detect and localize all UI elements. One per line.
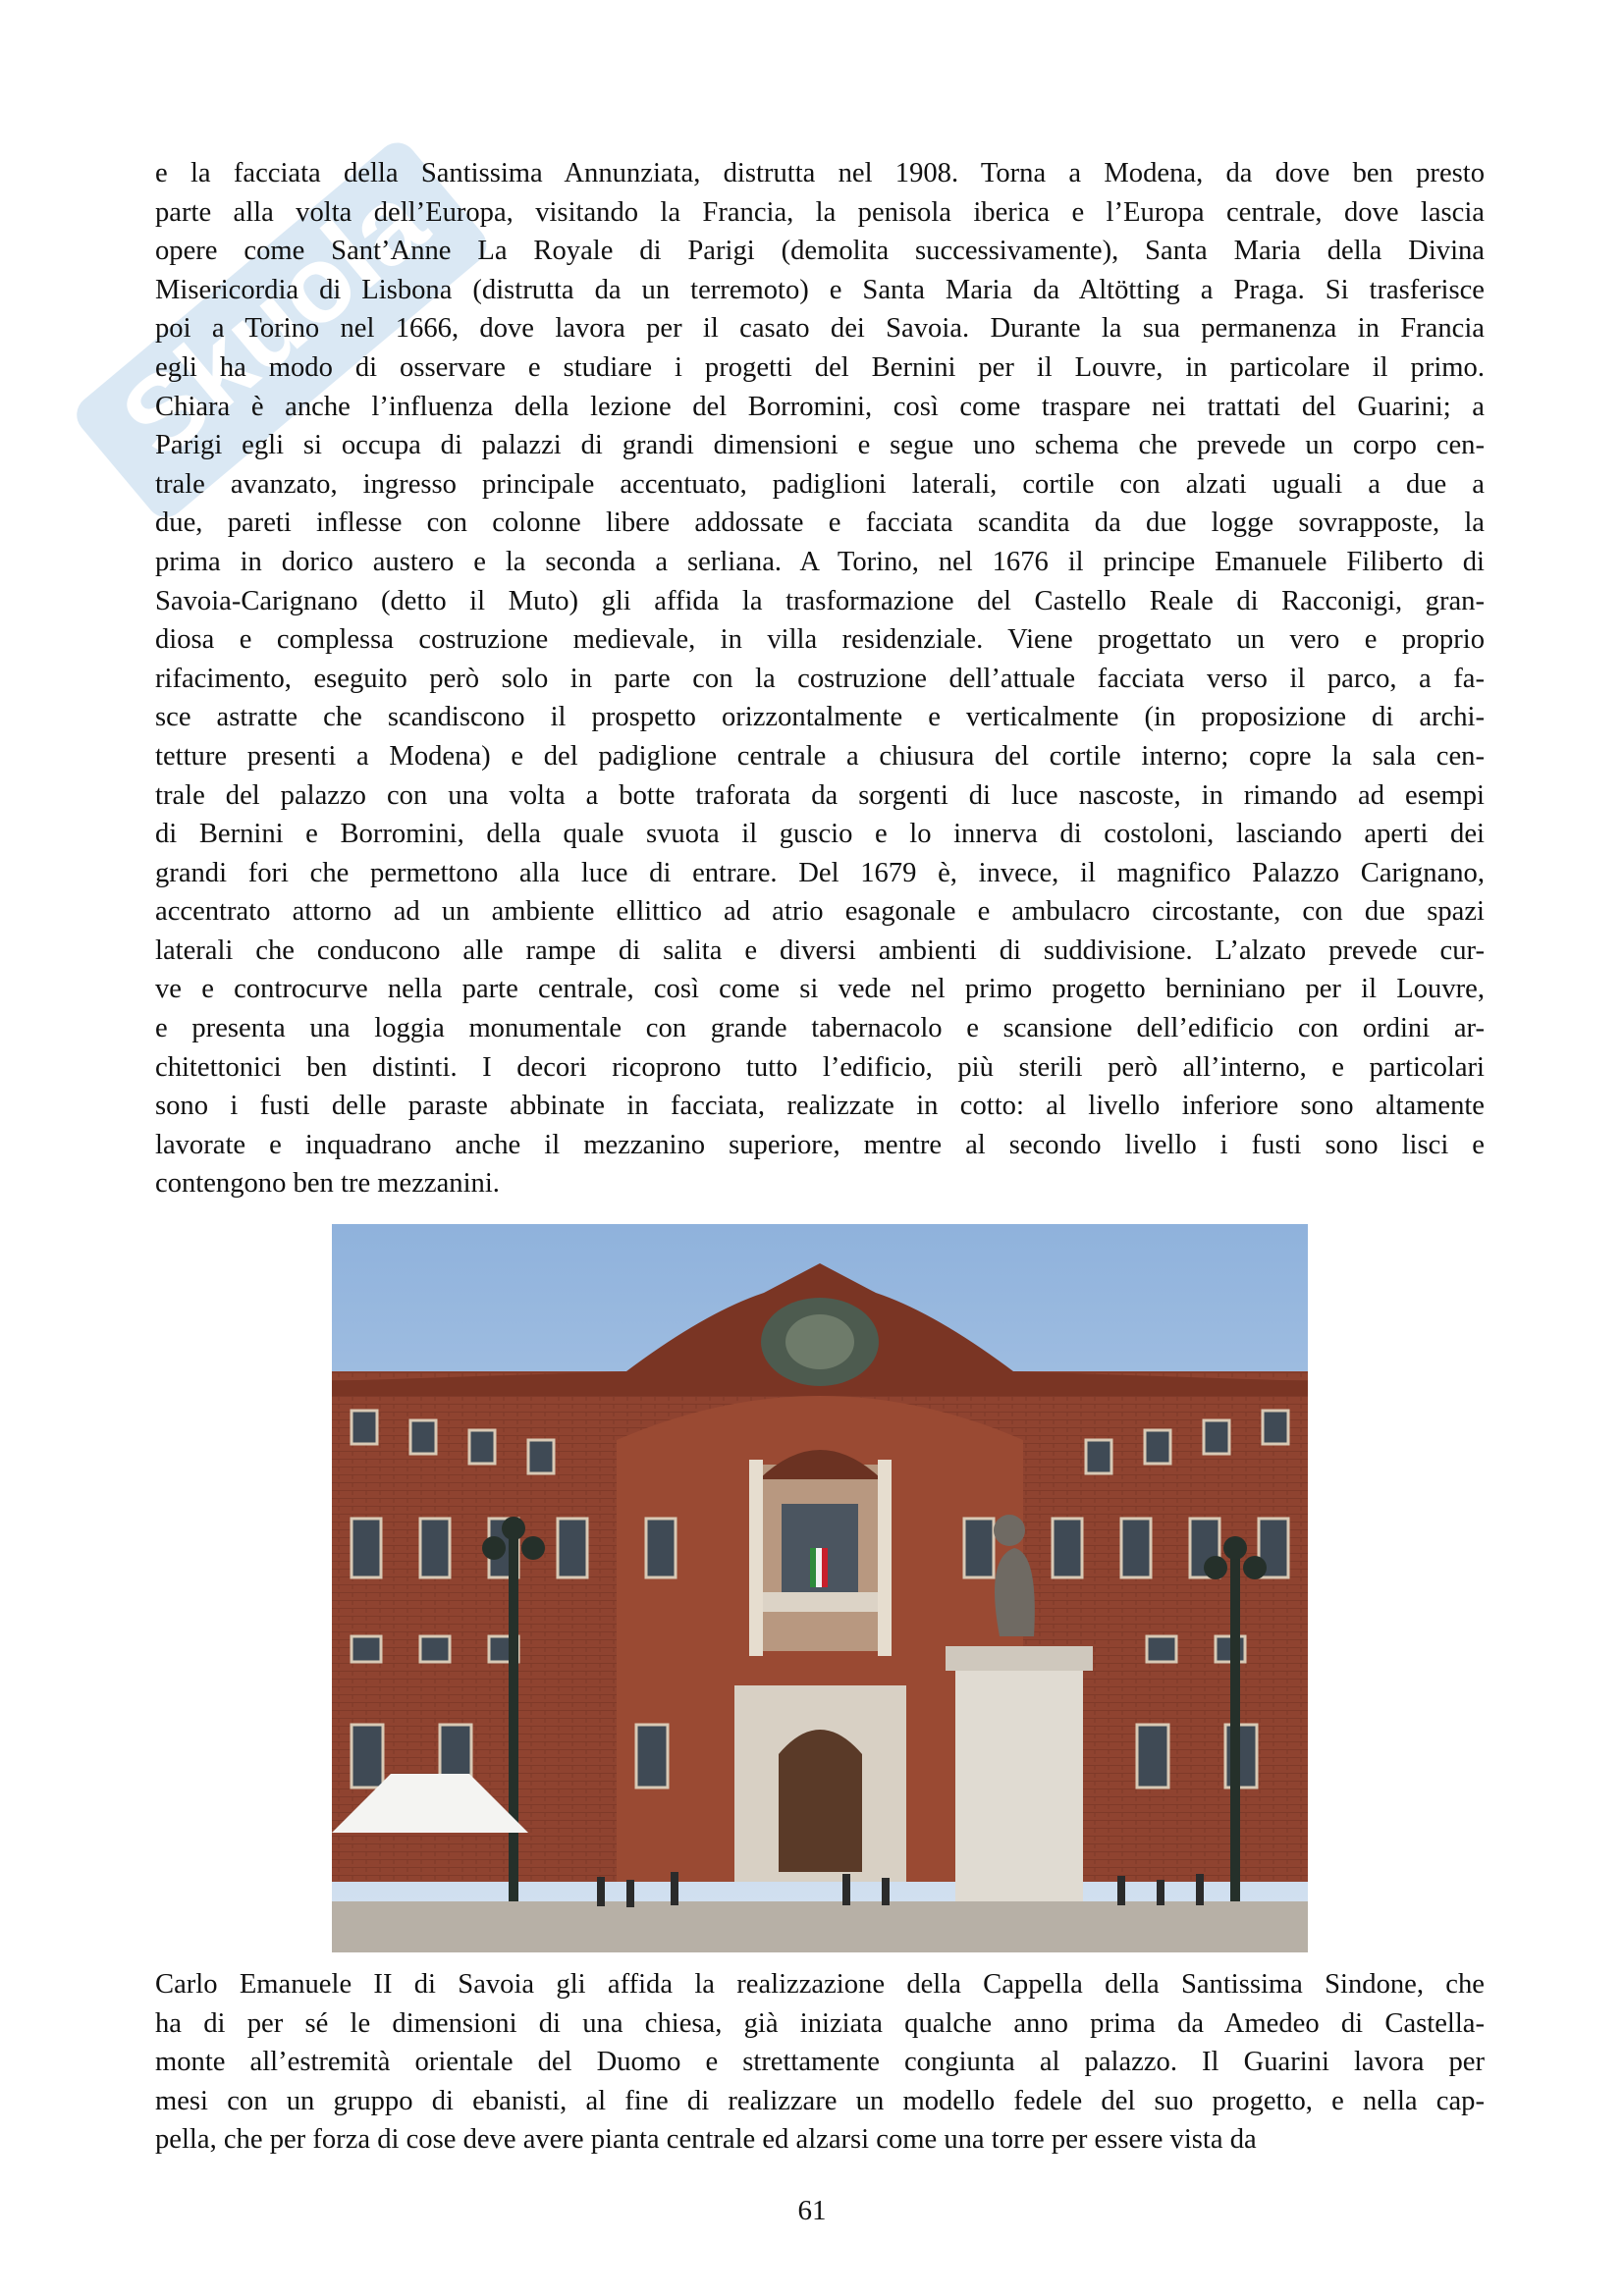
text-line: prima in dorico austero e la seconda a serliana. A Torino, nel 1676 il principe Emanuele Filiberto di xyxy=(155,546,1485,577)
text-line: di Bernini e Borromini, della quale svuota il guscio e lo innerva di costoloni, lasciando aperti dei xyxy=(155,819,1485,850)
body-paragraph-2 xyxy=(155,1965,1485,2160)
text-line: laterali che conducono alle rampe di salita e diversi ambienti di suddivisione. L’alzato prevede cur- xyxy=(155,934,1485,966)
text-line: e presenta una loggia monumentale con grande tabernacolo e scansione dell’edificio con ordini ar- xyxy=(155,1013,1485,1044)
palazzo-illustration xyxy=(332,1224,1308,1952)
text-line: due, pareti inflesse con colonne libere addossate e facciata scandita da due logge sovrapposte, la xyxy=(155,507,1485,539)
text-line: parte alla volta dell’Europa, visitando la Francia, la penisola iberica e l’Europa centrale, dove lascia xyxy=(155,196,1485,228)
text-line: grandi fori che permettono alla luce di entrare. Del 1679 è, invece, il magnifico Palazzo Carignano, xyxy=(155,857,1485,888)
text-line: Parigi egli si occupa di palazzi di grandi dimensioni e segue uno schema che prevede un corpo cen- xyxy=(155,430,1485,461)
text-line: mesi con un gruppo di ebanisti, al fine di realizzare un modello fedele del suo progetto, e nella cap- xyxy=(155,2085,1485,2116)
text-line: ve e controcurve nella parte centrale, così come si vede nel primo progetto berniniano per il Louvre, xyxy=(155,974,1485,1005)
text-line: ha di per sé le dimensioni di una chiesa, già iniziata qualche anno prima da Amedeo di Castella- xyxy=(155,2007,1485,2039)
text-line: opere come Sant’Anne La Royale di Parigi (demolita successivamente), Santa Maria della Divina xyxy=(155,236,1485,267)
svg-text:Skuola: Skuola xyxy=(99,160,449,481)
text-line: Savoia-Carignano (detto il Muto) gli affida la trasformazione del Castello Reale di Racconigi, gran- xyxy=(155,585,1485,616)
text-line: trale del palazzo con una volta a botte traforata da sorgenti di luce nascoste, in rimando ad esempi xyxy=(155,779,1485,811)
text-line: egli ha modo di osservare e studiare i progetti del Bernini per il Louvre, in particolare il primo. xyxy=(155,351,1485,383)
text-line: rifacimento, eseguito però solo in parte con la costruzione dell’attuale facciata verso il parco, a fa- xyxy=(155,663,1485,694)
text-line: chitettonici ben distinti. I decori ricoprono tutto l’edificio, più sterili però all’interno, e particolari xyxy=(155,1051,1485,1083)
palazzo-carignano-photo xyxy=(332,1224,1308,1952)
text-line: Misericordia di Lisbona (distrutta da un terremoto) e Santa Maria da Altötting a Praga. Si trasferisce xyxy=(155,274,1485,305)
text-line: Chiara è anche l’influenza della lezione del Borromini, così come traspare nei trattati del Guarini; a xyxy=(155,391,1485,422)
text-line: diosa e complessa costruzione medievale, in villa residenziale. Viene progettato un vero e proprio xyxy=(155,624,1485,656)
text-line: pella, che per forza di cose deve avere pianta centrale ed alzarsi come una torre per essere vista da xyxy=(155,2124,1257,2156)
text-line: lavorate e inquadrano anche il mezzanino superiore, mentre al secondo livello i fusti sono lisci e xyxy=(155,1129,1485,1160)
text-line: monte all’estremità orientale del Duomo e strettamente congiunta al palazzo. Il Guarini lavora per xyxy=(155,2047,1485,2078)
text-line: tetture presenti a Modena) e del padiglione centrale a chiusura del cortile interno; copre la sala cen- xyxy=(155,740,1485,772)
body-paragraph-1 xyxy=(155,154,1485,1203)
text-line: sce astratte che scandiscono il prospetto orizzontalmente e verticalmente (in proposizione di archi- xyxy=(155,702,1485,733)
text-line: sono i fusti delle paraste abbinate in facciata, realizzate in cotto: al livello inferiore sono altamente xyxy=(155,1091,1485,1122)
page-number: 61 xyxy=(797,2195,827,2226)
text-line: e la facciata della Santissima Annunziata, distrutta nel 1908. Torna a Modena, da dove ben presto xyxy=(155,158,1485,188)
text-line: Carlo Emanuele II di Savoia gli affida la realizzazione della Cappella della Santissima Sindone, che xyxy=(155,1969,1485,2000)
text-line: poi a Torino nel 1666, dove lavora per il casato dei Savoia. Durante la sua permanenza in Francia xyxy=(155,313,1485,345)
text-line: trale avanzato, ingresso principale accentuato, padiglioni laterali, cortile con alzati uguali a due a xyxy=(155,468,1485,500)
text-line: accentrato attorno ad un ambiente ellittico ad atrio esagonale e ambulacro circostante, con due spazi xyxy=(155,896,1485,928)
text-line: contengono ben tre mezzanini. xyxy=(155,1168,500,1200)
